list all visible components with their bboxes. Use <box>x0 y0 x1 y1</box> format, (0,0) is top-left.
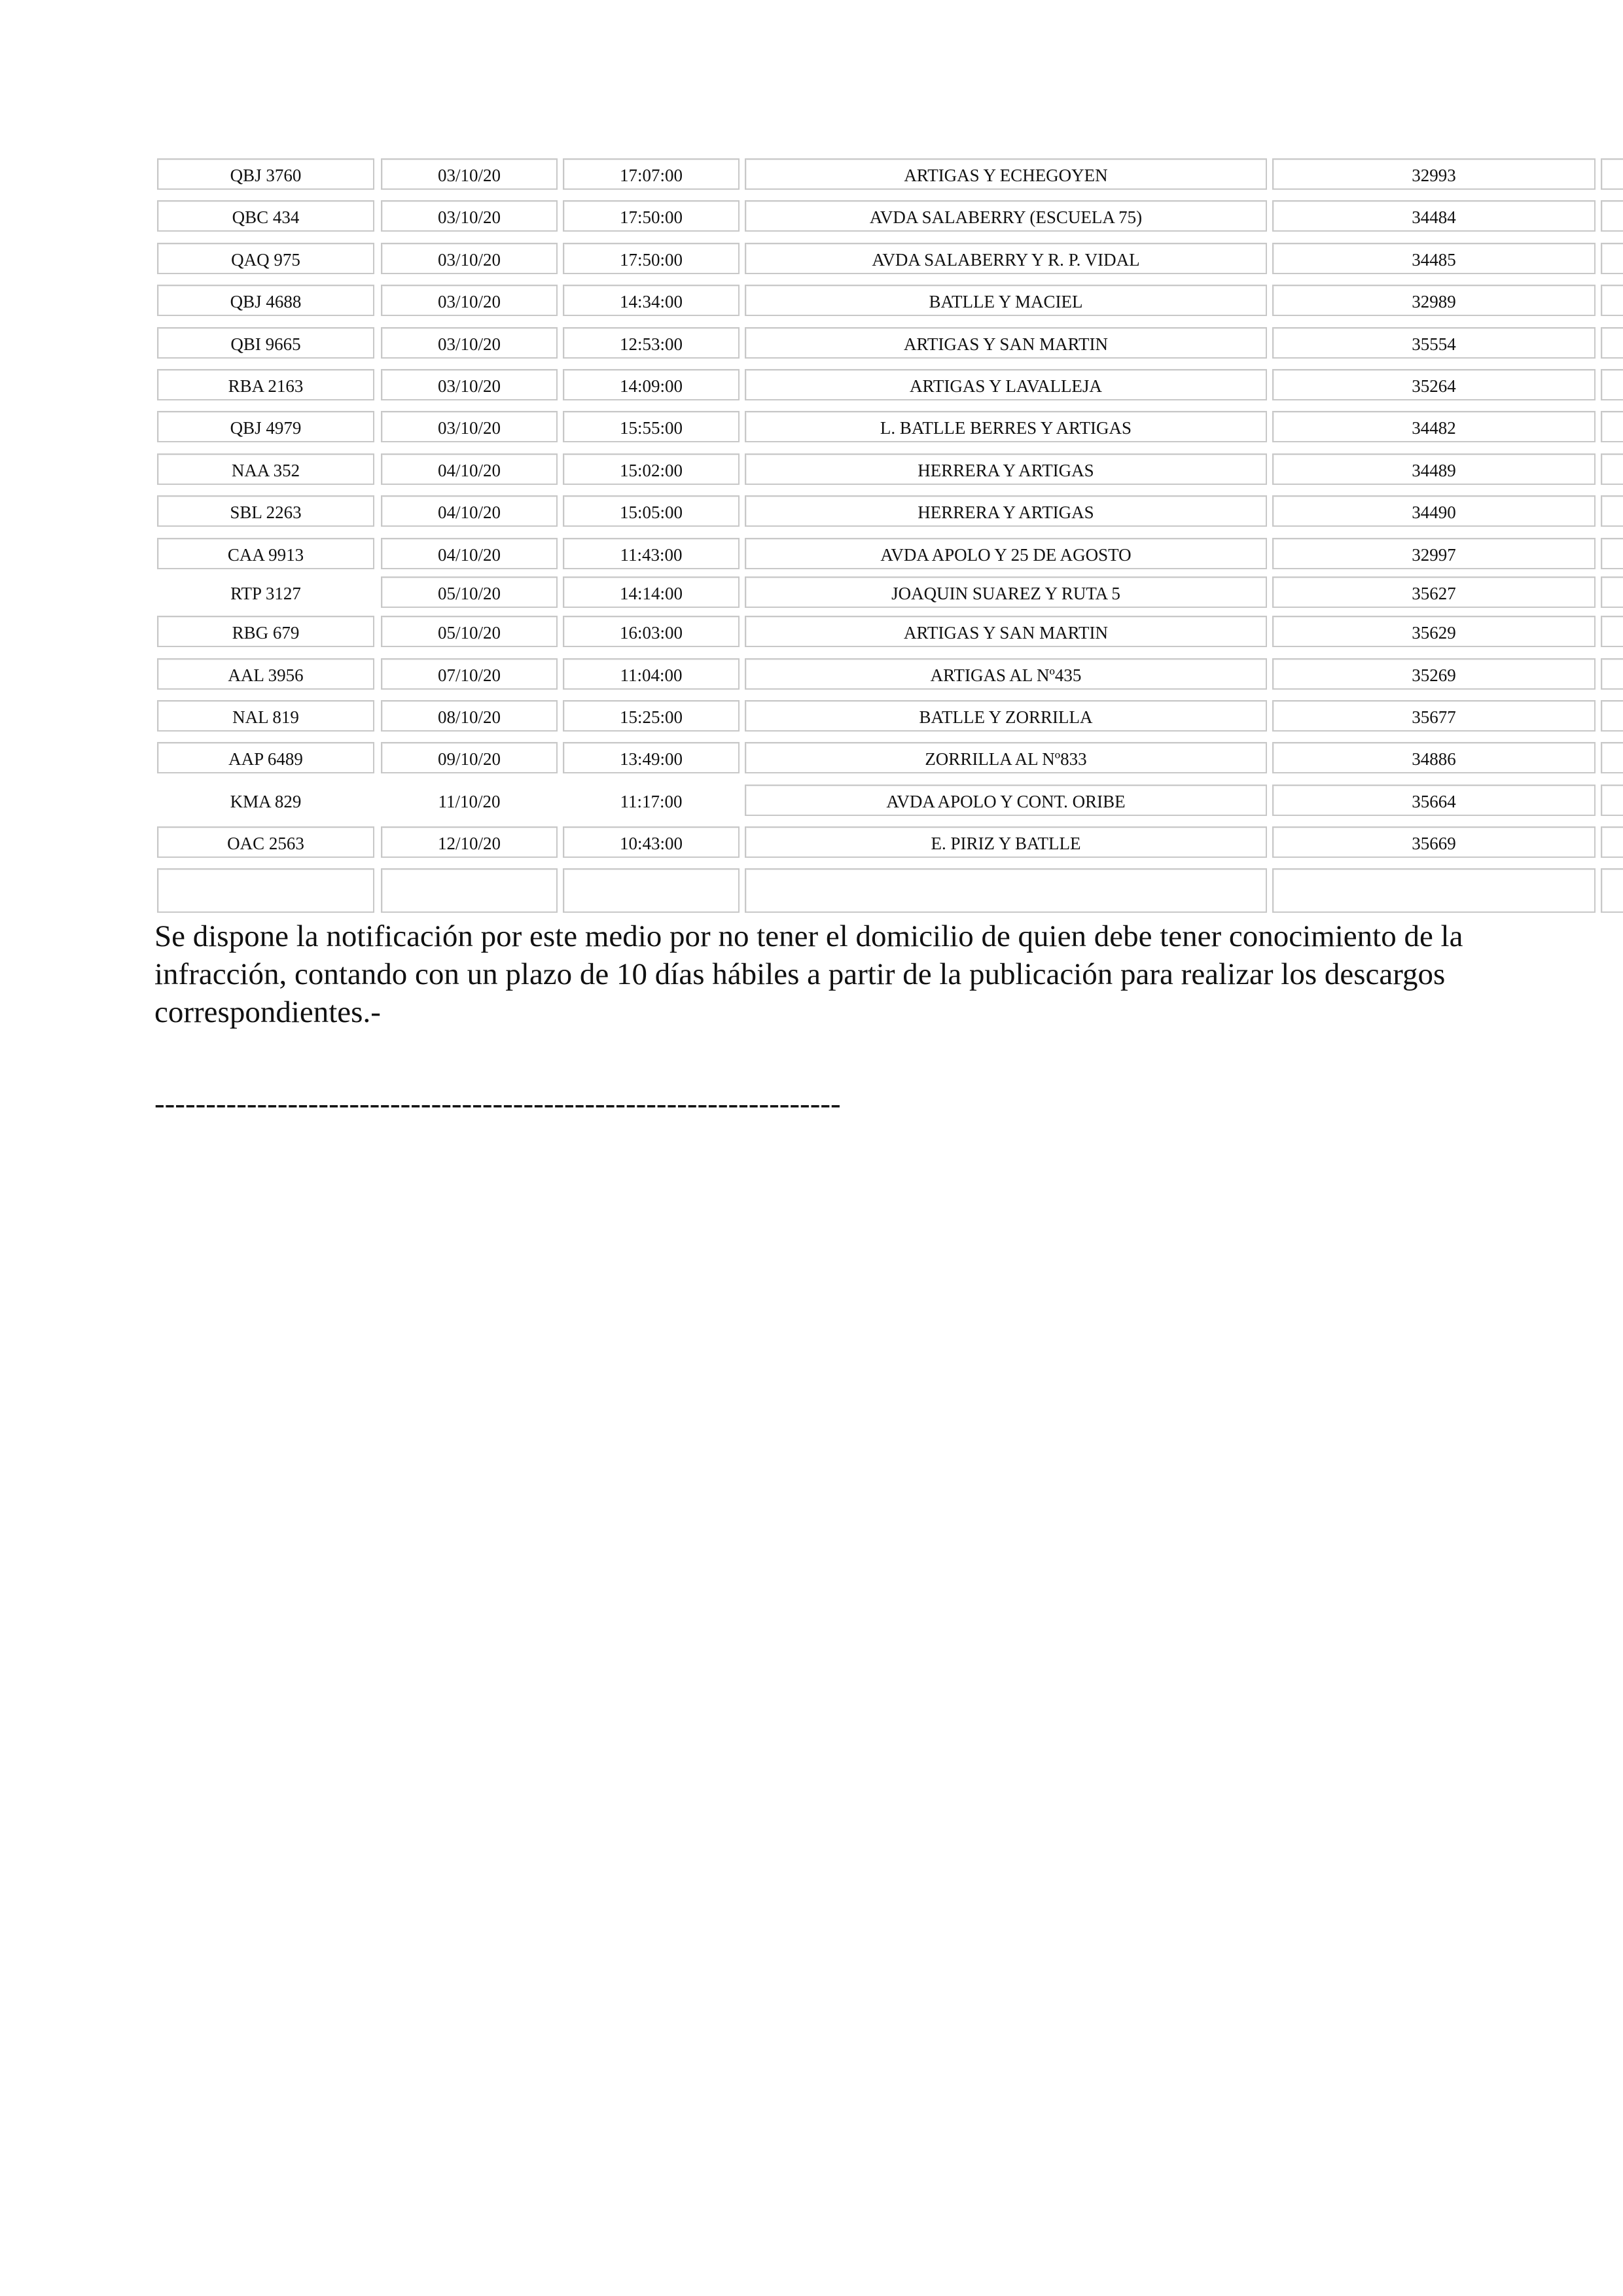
table-row <box>154 866 1623 915</box>
number-cell: 34489 <box>1272 453 1596 485</box>
date-cell: 03/10/20 <box>381 411 558 442</box>
location-cell: AVDA SALABERRY (ESCUELA 75) <box>745 200 1267 232</box>
time-cell <box>563 868 740 913</box>
time-cell: 13:49:00 <box>563 742 740 773</box>
date-cell: 07/10/20 <box>381 658 558 690</box>
date-cell: 04/10/20 <box>381 495 558 527</box>
time-cell: 11:17:00 <box>620 792 683 811</box>
plate-cell: OAC 2563 <box>157 826 374 858</box>
location-cell <box>745 868 1267 913</box>
location-cell: AVDA APOLO Y CONT. ORIBE <box>745 785 1267 816</box>
plate-cell: QAQ 975 <box>157 243 374 274</box>
clipped-cell <box>1601 538 1623 569</box>
date-cell: 03/10/20 <box>381 327 558 359</box>
table-row <box>154 535 1623 572</box>
clipped-cell <box>1601 785 1623 816</box>
plate-cell <box>157 868 374 913</box>
location-cell: E. PIRIZ Y BATLLE <box>745 826 1267 858</box>
time-cell: 17:07:00 <box>563 158 740 190</box>
location-cell: ARTIGAS AL Nº435 <box>745 658 1267 690</box>
notice-paragraph: Se dispone la notificación por este medio por no tener el domicilio de quien debe tener conocimiento de la infracción, contando con un plazo de 10 días hábiles a partir de la publicación para realizar los descargos correspondientes.- <box>154 919 1463 1029</box>
time-cell: 14:09:00 <box>563 369 740 400</box>
table-row <box>154 574 1623 610</box>
time-cell: 11:04:00 <box>563 658 740 690</box>
clipped-cell <box>1601 742 1623 773</box>
location-cell: AVDA APOLO Y 25 DE AGOSTO <box>745 538 1267 569</box>
location-cell: BATLLE Y MACIEL <box>745 285 1267 316</box>
location-cell: ARTIGAS Y ECHEGOYEN <box>745 158 1267 190</box>
clipped-cell <box>1601 868 1623 913</box>
location-cell: JOAQUIN SUAREZ Y RUTA 5 <box>745 576 1267 608</box>
number-cell: 35269 <box>1272 658 1596 690</box>
clipped-cell <box>1601 700 1623 732</box>
date-cell: 09/10/20 <box>381 742 558 773</box>
clipped-cell <box>1601 411 1623 442</box>
table-row <box>154 493 1623 529</box>
clipped-cell <box>1601 285 1623 316</box>
date-cell: 11/10/20 <box>438 792 501 811</box>
clipped-cell <box>1601 158 1623 190</box>
number-cell: 35627 <box>1272 576 1596 608</box>
number-cell: 34490 <box>1272 495 1596 527</box>
time-cell: 15:25:00 <box>563 700 740 732</box>
table-row <box>154 408 1623 445</box>
date-cell: 03/10/20 <box>381 285 558 316</box>
location-cell: ZORRILLA AL Nº833 <box>745 742 1267 773</box>
plate-cell: CAA 9913 <box>157 538 374 569</box>
table-row <box>154 198 1623 234</box>
date-cell: 08/10/20 <box>381 700 558 732</box>
location-cell: AVDA SALABERRY Y R. P. VIDAL <box>745 243 1267 274</box>
date-cell: 05/10/20 <box>381 576 558 608</box>
date-cell <box>381 868 558 913</box>
location-cell: HERRERA Y ARTIGAS <box>745 453 1267 485</box>
number-cell: 34886 <box>1272 742 1596 773</box>
number-cell: 32989 <box>1272 285 1596 316</box>
time-cell: 15:55:00 <box>563 411 740 442</box>
plate-cell: QBJ 3760 <box>157 158 374 190</box>
number-cell: 34485 <box>1272 243 1596 274</box>
infractions-table <box>154 156 1623 923</box>
time-cell: 12:53:00 <box>563 327 740 359</box>
plate-cell: RBG 679 <box>157 616 374 647</box>
table-row <box>154 739 1623 776</box>
clipped-cell <box>1601 658 1623 690</box>
number-cell: 35664 <box>1272 785 1596 816</box>
location-cell: ARTIGAS Y SAN MARTIN <box>745 616 1267 647</box>
location-cell: HERRERA Y ARTIGAS <box>745 495 1267 527</box>
table-row <box>154 698 1623 734</box>
plate-cell: RTP 3127 <box>230 584 301 603</box>
time-cell: 15:05:00 <box>563 495 740 527</box>
number-cell <box>1272 868 1596 913</box>
number-cell: 34482 <box>1272 411 1596 442</box>
date-cell: 12/10/20 <box>381 826 558 858</box>
table-row <box>154 282 1623 319</box>
plate-cell: SBL 2263 <box>157 495 374 527</box>
date-cell: 04/10/20 <box>381 453 558 485</box>
number-cell: 32997 <box>1272 538 1596 569</box>
clipped-cell <box>1601 453 1623 485</box>
date-cell: 03/10/20 <box>381 369 558 400</box>
time-cell: 17:50:00 <box>563 200 740 232</box>
table-row <box>154 451 1623 487</box>
number-cell: 35629 <box>1272 616 1596 647</box>
plate-cell: AAL 3956 <box>157 658 374 690</box>
clipped-cell <box>1601 495 1623 527</box>
clipped-cell <box>1601 369 1623 400</box>
table-row <box>154 824 1623 860</box>
time-cell: 11:43:00 <box>563 538 740 569</box>
number-cell: 35677 <box>1272 700 1596 732</box>
number-cell: 34484 <box>1272 200 1596 232</box>
table-row <box>154 325 1623 361</box>
clipped-cell <box>1601 327 1623 359</box>
clipped-cell <box>1601 243 1623 274</box>
location-cell: ARTIGAS Y SAN MARTIN <box>745 327 1267 359</box>
table-row <box>154 240 1623 277</box>
separator-dashes: ------------------------------------------------------------------- <box>154 1087 841 1121</box>
table-row <box>154 782 1623 819</box>
number-cell: 35264 <box>1272 369 1596 400</box>
table-row <box>154 613 1623 650</box>
table-row <box>154 366 1623 403</box>
plate-cell: QBI 9665 <box>157 327 374 359</box>
date-cell: 03/10/20 <box>381 243 558 274</box>
plate-cell: QBC 434 <box>157 200 374 232</box>
clipped-cell <box>1601 826 1623 858</box>
clipped-cell <box>1601 576 1623 608</box>
date-cell: 03/10/20 <box>381 200 558 232</box>
time-cell: 16:03:00 <box>563 616 740 647</box>
number-cell: 32993 <box>1272 158 1596 190</box>
time-cell: 14:34:00 <box>563 285 740 316</box>
plate-cell: KMA 829 <box>230 792 302 811</box>
plate-cell: NAA 352 <box>157 453 374 485</box>
date-cell: 04/10/20 <box>381 538 558 569</box>
plate-cell: AAP 6489 <box>157 742 374 773</box>
clipped-cell <box>1601 200 1623 232</box>
time-cell: 15:02:00 <box>563 453 740 485</box>
location-cell: L. BATLLE BERRES Y ARTIGAS <box>745 411 1267 442</box>
table-row <box>154 656 1623 692</box>
time-cell: 17:50:00 <box>563 243 740 274</box>
plate-cell: QBJ 4688 <box>157 285 374 316</box>
location-cell: ARTIGAS Y LAVALLEJA <box>745 369 1267 400</box>
number-cell: 35554 <box>1272 327 1596 359</box>
table-row <box>154 156 1623 192</box>
date-cell: 03/10/20 <box>381 158 558 190</box>
plate-cell: NAL 819 <box>157 700 374 732</box>
time-cell: 10:43:00 <box>563 826 740 858</box>
date-cell: 05/10/20 <box>381 616 558 647</box>
plate-cell: QBJ 4979 <box>157 411 374 442</box>
clipped-cell <box>1601 616 1623 647</box>
number-cell: 35669 <box>1272 826 1596 858</box>
time-cell: 14:14:00 <box>563 576 740 608</box>
plate-cell: RBA 2163 <box>157 369 374 400</box>
location-cell: BATLLE Y ZORRILLA <box>745 700 1267 732</box>
